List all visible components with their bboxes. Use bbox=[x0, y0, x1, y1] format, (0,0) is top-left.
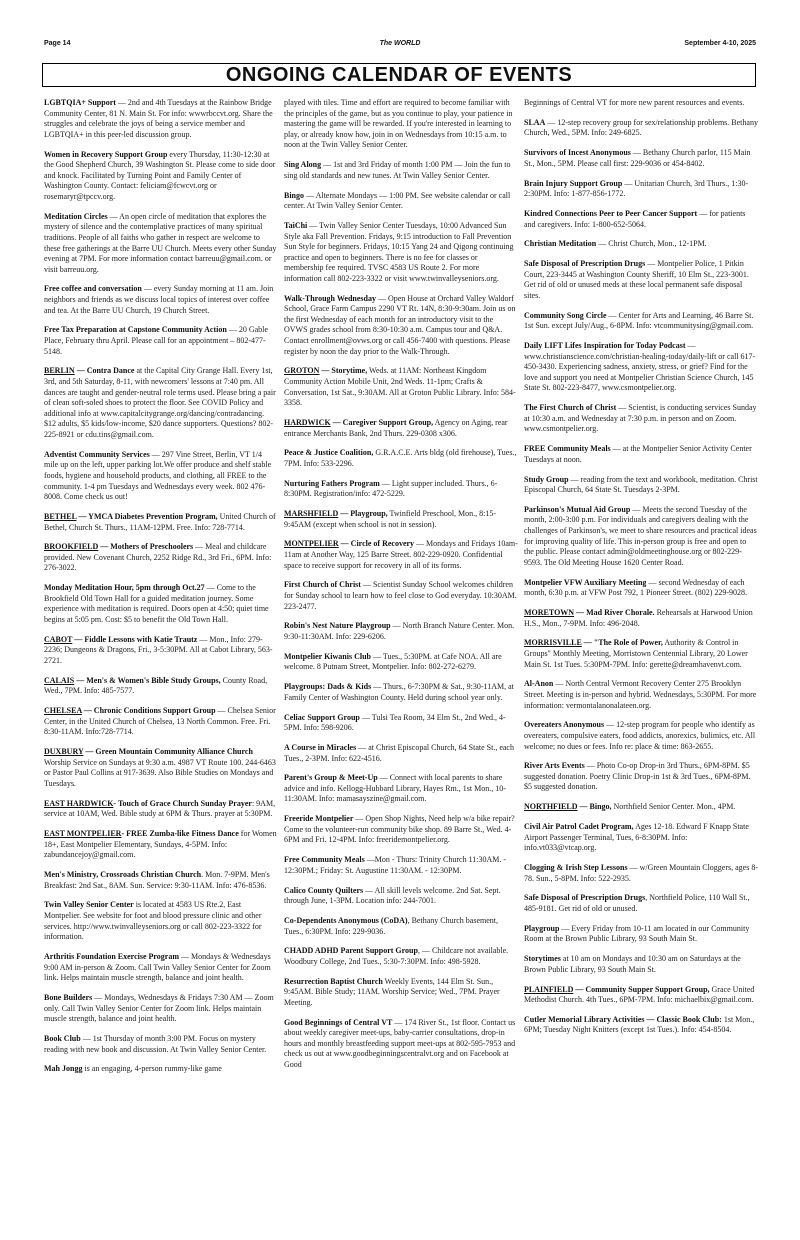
event-details: — Center for Arts and Learning, 46 Barre St. 1st Sun. except July/Aug., 6-8PM. Info: vtcommunitysing@gmail.com. bbox=[524, 310, 754, 331]
event-listing bbox=[524, 444, 758, 465]
event-title: Montpelier VFW Auxiliary Meeting bbox=[524, 577, 647, 587]
event-details: Ages 12-18. Edward F Knapp State Airport Passenger Terminal, Tues, 6-8:30PM. Info: info.vt033@vtcap.org. bbox=[524, 822, 749, 853]
event-listing bbox=[524, 863, 758, 884]
event-details: — North Central Vermont Recovery Center 275 Brooklyn Street. Meeting is in-person and hybrid. Wednesdays, 5:30PM. For more information: vermontalanonalateen.org. bbox=[524, 679, 757, 710]
event-town: GROTON bbox=[284, 366, 320, 376]
event-details: — All skill levels welcome. 2nd Sat. Sept. through June, 1-3PM. Location info: 244-7001. bbox=[284, 885, 501, 906]
event-listing bbox=[284, 160, 518, 181]
event-details: — Mondays, Wednesdays & Fridays 7:30 AM — Zoom only. Call Twin Valley Senior Center for Zoom link. Helps maintain muscle strength, balance and joint health. bbox=[44, 992, 274, 1024]
event-listing bbox=[284, 366, 518, 408]
event-listing bbox=[44, 706, 278, 738]
event-title: — Men's & Women's Bible Study Groups, bbox=[74, 675, 221, 685]
event-title: Monday Meditation Hour, 5pm through Oct.27 bbox=[44, 583, 205, 593]
event-details: Rehearsals at Harwood Union H.S., Mon., 7-9PM. Info: 496-2048. bbox=[524, 608, 753, 628]
event-listing bbox=[524, 259, 758, 301]
event-details: County Road, Wed., 7PM. Info: 485-7577. bbox=[44, 675, 268, 696]
event-listing bbox=[524, 118, 758, 139]
event-listing bbox=[524, 608, 758, 629]
event-details: Worship Service on Sundays at 9:30 a.m. 4987 VT Route 100. 244-6463 or Pastor Paul Collins at 917-3639. Also Bible Studies on Mondays and Tuesdays. bbox=[44, 757, 276, 788]
event-listing bbox=[524, 98, 758, 109]
event-listing bbox=[524, 1015, 758, 1036]
event-title: TaiChi bbox=[284, 220, 308, 230]
event-listing bbox=[284, 713, 518, 734]
event-title: Celiac Support Group bbox=[284, 712, 360, 722]
event-title: LGBTQIA+ Support bbox=[44, 98, 116, 107]
event-listing bbox=[524, 209, 758, 230]
event-listing bbox=[284, 191, 518, 212]
event-title: Adventist Community Services bbox=[44, 449, 150, 459]
event-listing bbox=[44, 870, 278, 891]
event-details: — Mondays & Wednesdays 9:00 AM in-person & Zoom. Call Twin Valley Senior Center for Zoom link. Helps maintain muscle strength, balance and joint health. bbox=[44, 951, 271, 983]
event-listing bbox=[284, 814, 518, 846]
event-details: — Meal and childcare provided. New Covenant Church, 2252 Ridge Rd., 3rd Fri., 6PM. Info: 276-3022. bbox=[44, 542, 272, 573]
event-title: — Community Supper Support Group, bbox=[573, 984, 710, 994]
event-title: Robin's Nest Nature Playgroup bbox=[284, 621, 391, 631]
event-listing bbox=[284, 221, 518, 285]
event-details: is located at 4583 US Rte.2, East Montpelier. See website for foot and blood pressure clinic and other services. http://www.twinvalleyseniors.org or call 802-223-3322 for information. bbox=[44, 900, 262, 942]
event-title: Mah Jongg bbox=[44, 1064, 83, 1074]
event-listing bbox=[284, 682, 518, 703]
event-listing bbox=[44, 952, 278, 984]
event-listing bbox=[524, 311, 758, 332]
event-title: The First Church of Christ bbox=[524, 403, 617, 413]
event-title: - Touch of Grace Church Sunday Prayer bbox=[113, 798, 252, 808]
event-title: Arthritis Foundation Exercise Program bbox=[44, 951, 180, 961]
event-details: : 9AM, service at 10AM, Wed. Bible study at 6PM & Thurs. prayer at 5:30PM. bbox=[44, 798, 276, 819]
event-details: — 12-step program for people who identify as overeaters, compulsive eaters, food addicts, anorexics, bulimics, etc. All welcome; no dues or fees. Info re: place & time: 863-2655. bbox=[524, 720, 756, 751]
event-listing bbox=[524, 954, 758, 975]
event-title: Calico County Quilters bbox=[284, 885, 364, 895]
column-2 bbox=[284, 98, 518, 1080]
issue-date: September 4-10, 2025 bbox=[684, 40, 756, 47]
event-details: — Every Friday from 10-11 am located in our Community Room at the Brown Public Library, 93 South Main St. bbox=[524, 923, 750, 944]
event-listing bbox=[524, 505, 758, 569]
page-header bbox=[44, 40, 756, 54]
event-details: Beginnings of Central VT for more new parent resources and events. bbox=[524, 98, 745, 107]
event-town: MARSHFIELD bbox=[284, 509, 339, 519]
event-listing bbox=[44, 512, 278, 533]
event-details: — Tues., 5:30PM. at Cafe NOA. All are welcome. 8 Putnam Street, Montpelier. Info: 802-272-6279. bbox=[284, 651, 502, 672]
event-listing bbox=[44, 747, 278, 789]
event-details: — Thurs., 6-7:30PM & Sat., 9:30-11AM, at Family Center of Washington County. Held during school year only. bbox=[284, 682, 514, 702]
event-title: Free Community Meals bbox=[284, 855, 365, 865]
event-details: — 1st Thursday of month 3:00 PM. Focus on mystery reading with new book and discussion. At Twin Valley Senior Center. bbox=[44, 1033, 267, 1054]
event-title: CHADD ADHD Parent Support Group bbox=[284, 946, 418, 956]
event-title: — Mad River Chorale. bbox=[574, 608, 655, 617]
event-title: Montpelier Kiwanis Club bbox=[284, 651, 371, 661]
event-details: —Mon - Thurs: Trinity Church 11:30AM. - 12:30PM.; Friday: St. Augustine 11:30AM. - 12:30PM. bbox=[284, 855, 507, 875]
event-title: Parent's Group & Meet-Up bbox=[284, 773, 378, 783]
event-title: Storytimes bbox=[524, 954, 561, 964]
event-listing bbox=[284, 977, 518, 1009]
event-details: — Meets the second Tuesday of the month, 2:00-3:00 p.m. For individuals and caregivers dealing with the challenges of Parkinson's, we meet to share resources and practical ideas for improving quality of life. This in-person group is free and open to the public. Please contact admin@oldmeetinghouse.org or 802-229-9593. The Old Meeting House 1620 Center Road. bbox=[524, 504, 757, 567]
event-title: Free coffee and conversation bbox=[44, 284, 142, 294]
event-title: — YMCA Diabetes Prevention Program, bbox=[76, 511, 218, 521]
page-title: ONGOING CALENDAR OF EVENTS bbox=[42, 63, 756, 87]
event-details: — reading from the text and workbook, meditation. Christ Episcopal Church, 64 State St. Tuesdays 2-3PM. bbox=[524, 474, 758, 495]
event-details: , — Childcare not available. Woodbury College, 2nd Tues., 5:30-7:30PM. Info: 498-5928. bbox=[284, 946, 509, 966]
event-title: Meditation Circles bbox=[44, 211, 108, 221]
event-title: — "The Role of Power, bbox=[581, 638, 663, 648]
event-details: — Light supper included. Thurs., 6-8:30PM. Registration/info: 472-5229. bbox=[284, 478, 498, 499]
event-listing bbox=[524, 239, 758, 250]
event-title: — Contra Dance bbox=[74, 366, 135, 376]
event-listing bbox=[44, 993, 278, 1025]
event-title: Overeaters Anonymous bbox=[524, 720, 605, 730]
event-details: — Montpelier Police, 1 Pitkin Court, 223-3445 at Washington County Sheriff, 10 Elm St., 223-3001. Get rid of old or unused meds at these local permanent safe disposal sites. bbox=[524, 259, 749, 300]
event-details: , Bethany Church basement, Tues., 6:30PM. Info: 229-9036. bbox=[284, 915, 498, 936]
event-details: — Alternate Mondays — 1:00 PM. See website calendar or call center. At Twin Valley Senior Center. bbox=[284, 190, 511, 211]
event-details: — www.christianscience.com/christian-healing-today/daily-lift or call 617-450-3430. Experiencing sadness, anxiety, stress, or grief? Find for the love and support you need at Montpelier Christian Science Church, 145 State St. 802-223-8477, www.csmontpelier.org. bbox=[524, 341, 756, 393]
event-title: Cutler Memorial Library Activities — Classic Book Club: bbox=[524, 1014, 722, 1024]
event-title: — Fiddle Lessons with Katie Trautz bbox=[72, 634, 198, 644]
event-details: Twinfield Preschool, Mon., 8:15-9:45AM (except when school is not in session). bbox=[284, 509, 497, 529]
event-title: — Storytime, bbox=[319, 366, 368, 376]
event-town: CALAIS bbox=[44, 675, 75, 685]
event-listing bbox=[524, 578, 758, 599]
event-details: — every Sunday morning at 11 am. Join neighbors and friends as we discuss local topics of interest over coffee and tea. At the Barre UU Church, 19 Church Street. bbox=[44, 284, 274, 315]
event-details: — Scientist, is conducting services Sunday at 10:30 a.m. and Wednesday at 7:30 p.m. in person and on Zoom. www.csmontpelier.org. bbox=[524, 403, 757, 434]
event-details: — 297 Vine Street, Berlin, VT 1/4 mile up on the left, upper parking lot.We offer produce and shelf stable foods, hygiene and household products, and clothing, all FREE to the community. 1-4 pm Tuesdays and Wednesdays every week. 802 476-8008. Come check us out! bbox=[44, 449, 272, 502]
event-details: for Women 18+, East Montpelier Elementary, Sundays, 4-5PM. Info: zabundancejoy@gmail.com. bbox=[44, 829, 277, 860]
event-listing bbox=[44, 829, 278, 861]
event-listing bbox=[284, 946, 518, 967]
event-listing bbox=[44, 98, 278, 140]
event-title: Free Tax Preparation at Capstone Community Action bbox=[44, 325, 227, 335]
event-title: Clogging & Irish Step Lessons bbox=[524, 863, 628, 872]
event-title: Parkinson's Mutual Aid Group bbox=[524, 504, 631, 514]
event-listing bbox=[524, 893, 758, 914]
event-listing bbox=[524, 638, 758, 670]
event-town: PLAINFIELD bbox=[524, 984, 574, 994]
event-title: Christian Meditation bbox=[524, 239, 597, 249]
event-listing bbox=[284, 652, 518, 673]
event-listing bbox=[44, 450, 278, 503]
event-title: Study Group bbox=[524, 474, 569, 484]
event-town: MONTPELIER bbox=[284, 539, 339, 549]
event-town: CABOT bbox=[44, 634, 73, 644]
event-listing bbox=[284, 418, 518, 439]
event-details: — Connect with local parents to share advice and info. Kellogg-Hubbard Library, Hayes Rm., 1st Mon., 10-11:30AM. Info: mamasayszine@gmail.com. bbox=[284, 773, 506, 804]
event-listing bbox=[524, 403, 758, 435]
event-listing bbox=[44, 635, 278, 667]
event-details: — Photo Co-op Drop-in 3rd Thurs., 6PM-8PM. $5 suggested donation. Poetry Clinic Drop-in 1st & 3rd Tues., 6PM-8PM. $5 suggested donation. bbox=[524, 761, 751, 792]
event-details: — 12-step recovery group for sex/relationship problems. Bethany Church, Wed., 5PM. Info: 249-6825. bbox=[524, 117, 758, 138]
event-details: Northfield Senior Center. Mon., 4PM. bbox=[611, 802, 736, 812]
event-details: — Christ Church, Mon., 12-1PM. bbox=[596, 239, 707, 249]
event-title: - FREE Zumba-like Fitness Dance bbox=[121, 829, 239, 839]
event-listing bbox=[44, 1034, 278, 1055]
event-listing bbox=[524, 179, 758, 200]
event-listing bbox=[524, 720, 758, 752]
event-title: Walk-Through Wednesday bbox=[284, 293, 376, 303]
event-details: — Bethany Church parlor, 115 Main St., Mon., 5PM. Please call first: 229-9036 or 454-8402. bbox=[524, 148, 751, 168]
event-details: — An open circle of meditation that explores the mystery of silence and the contemplative practices of many spiritual traditions. People of all faiths who gather in respect are welcome to these free gatherings at the Barre UU Church. Meets every other Sunday evening at 7PM. For more information contact barreuu@gmail.com. or visit barreuu.org. bbox=[44, 211, 277, 274]
event-title: Sing Along bbox=[284, 160, 322, 170]
event-details: Grace United Methodist Church. 4th Tues., 6PM-7PM. Info: michaelbix@gmail.com. bbox=[524, 984, 755, 1005]
event-title: Freeride Montpelier bbox=[284, 814, 354, 824]
event-details: , Northfield Police, 110 Wall St., 485-9181. Get rid of old or unused. bbox=[524, 893, 750, 913]
event-details: at 10 am on Mondays and 10:30 am on Saturdays at the Brown Public Library, 93 South Main St. bbox=[524, 954, 741, 974]
event-listing bbox=[44, 284, 278, 316]
event-listing bbox=[284, 479, 518, 500]
event-listing bbox=[44, 150, 278, 203]
event-title: Daily LIFT Lifes Inspiration for Today Podcast bbox=[524, 341, 686, 350]
event-listing bbox=[44, 1064, 278, 1075]
event-listing bbox=[524, 341, 758, 394]
event-title: Bingo bbox=[284, 190, 305, 200]
event-title: First Church of Christ bbox=[284, 580, 361, 590]
column-1 bbox=[44, 98, 278, 1084]
event-details: — Tulsi Tea Room, 34 Elm St., 2nd Wed., 4-5PM. Info: 598-9206. bbox=[284, 712, 506, 733]
event-title: Survivors of Incest Anonymous bbox=[524, 148, 631, 158]
event-title: Al-Anon bbox=[524, 679, 554, 689]
event-title: Safe Disposal of Prescription Drugs bbox=[524, 893, 646, 903]
event-details: — Mondays and Fridays 10am-11am at Another Way, 125 Barre Street. 802-229-0920. Confidential space to receive support for recovery in all of its forms. bbox=[284, 539, 518, 570]
event-town: MORETOWN bbox=[524, 608, 575, 617]
event-listing bbox=[284, 773, 518, 805]
event-title: Book Club bbox=[44, 1033, 81, 1043]
page-number: Page 14 bbox=[44, 40, 71, 47]
event-town: EAST MONTPELIER bbox=[44, 829, 122, 839]
event-details: — Unitarian Church, 3rd Thurs., 1:30-2:30PM. Info: 1-877-856-1772. bbox=[524, 178, 749, 199]
event-details: — Open House at Orchard Valley Waldorf School, Grace Farm Campus 2290 VT Rt. 14N, 8:30-9:30am. Join us on the first Wednesday of each month for an introductory visit to the OVWS grades school from 8:30-10:30 a.m. Campus tour and Q&A. Contact enrollment@ovws.org or call 456-7400 with questions. Please register by noon the day prior to the Walk-Through. bbox=[284, 293, 516, 356]
event-listing bbox=[44, 542, 278, 574]
event-title: Civil Air Patrol Cadet Program, bbox=[524, 822, 634, 832]
event-title: — Caregiver Support Group, bbox=[330, 417, 434, 427]
event-listing bbox=[44, 676, 278, 697]
event-listing bbox=[284, 539, 518, 571]
event-details: — for patients and caregivers. Info: 1-800-652-5064. bbox=[524, 208, 746, 229]
event-details: United Church of Bethel, Church St. Thurs., 11AM-12PM. Free. Info: 728-7714. bbox=[44, 511, 276, 532]
event-listing bbox=[284, 855, 518, 876]
event-town: NORTHFIELD bbox=[524, 802, 578, 812]
event-details: — 174 River St., 1st floor. Contact us about weekly caregiver meet-ups, baby-carrier consultations, drop-in hours and monthly breastfeeding support meet-ups at 802-595-7953 and check us out at www.goodbeginningscentralvt.org and on Facebook at Good bbox=[284, 1017, 516, 1070]
event-title: Women in Recovery Support Group bbox=[44, 149, 168, 159]
event-listing bbox=[284, 743, 518, 764]
event-town: MORRISVILLE bbox=[524, 638, 582, 648]
event-town: BERLIN bbox=[44, 366, 75, 376]
event-details: at the Capital City Grange Hall. Every 1st, 3rd, and 5th Saturday, 8-11, with newcomers' lessons at 7:40 pm. All dances are taught and gender-neutral role terms used. Please bring a pair of clean soft-soled shoes to protect the floor. See COVID Policy and additional info at www.capitalcitygrange.org/dancing/contradancing. $12 adults, $5 kids/low-income, $20 dance supporters. Questions? 802-225-8921 or cdu.tins@gmail.com. bbox=[44, 366, 276, 439]
event-title: Playgroup bbox=[524, 923, 560, 933]
event-title: Men's Ministry, Crossroads Christian Church bbox=[44, 870, 202, 880]
event-listing bbox=[524, 985, 758, 1006]
event-listing bbox=[524, 822, 758, 854]
event-title: Nurturing Fathers Program bbox=[284, 478, 380, 488]
event-title: Co-Dependents Anonymous (CoDA) bbox=[284, 915, 408, 925]
event-details: is an engaging, 4-person rummy-like game bbox=[82, 1064, 222, 1074]
event-title: FREE Community Meals bbox=[524, 444, 611, 454]
paper-name: The WORLD bbox=[379, 40, 421, 47]
event-listing bbox=[284, 1018, 518, 1071]
event-listing bbox=[284, 448, 518, 469]
event-listing bbox=[44, 366, 278, 440]
event-details: — at the Montpelier Senior Activity Center Tuesdays at noon. bbox=[524, 444, 752, 464]
event-details: — 1st and 3rd Friday of month 1:00 PM — Join the fun to sing old standards and new tunes. At Twin Valley Senior Center. bbox=[284, 160, 511, 180]
event-details: — 20 Gable Place, February thru April. Please call for an appointment – 802-477-5148. bbox=[44, 325, 268, 356]
event-listing bbox=[524, 802, 758, 813]
event-details: played with tiles. Time and effort are required to become familiar with the principles of the game, but as you continue to play, your patience in mastering the game will be rewarded. If you're interested in learning to play, or already know how, join in on Wednesdays from 10:15 a.m. to noon at the Twin Valley Senior Center. bbox=[284, 98, 513, 150]
event-details: — w/Green Mountain Cloggers, ages 8-78. Sun., 5-8PM. Info: 522-2935. bbox=[524, 863, 758, 883]
event-listing bbox=[284, 98, 518, 151]
event-title: Playgroups: Dads & Kids bbox=[284, 682, 372, 692]
column-3 bbox=[524, 98, 758, 1045]
event-town: EAST HARDWICK bbox=[44, 798, 114, 808]
event-details: Weekly Events, 144 Elm St. Sun., 9:45AM. Bible Study; 11AM. Worship Service; Wed., 7PM. Prayer Meeting. bbox=[284, 976, 500, 1007]
event-listing bbox=[524, 148, 758, 169]
event-title: Brain Injury Support Group bbox=[524, 178, 623, 188]
event-details: — at Christ Episcopal Church, 64 State St., each Tues., 2-3PM. Info: 622-4516. bbox=[284, 742, 514, 763]
event-details: — Twin Valley Senior Center Tuesdays, 10:00 Advanced Sun Style aka Fall Prevention. Fridays, 9:15 introduction to Fall Prevention Sun Style for beginners. Fridays, 10:15 Yang 24 and Qigong continuing practice and open to beginners. There is no fee for classes or membership fee required. TVSC 4583 US Route 2. For more information call 802-223-3322 or visit www.twinvalleyseniors.org. bbox=[284, 220, 514, 283]
event-town: HARDWICK bbox=[284, 417, 331, 427]
event-town: DUXBURY bbox=[44, 747, 84, 757]
event-details: — Mon., Info: 279-2236; Dungeons & Dragons, Fri., 3-5:30PM. All at Cabot Library, 563-2721. bbox=[44, 634, 273, 665]
event-title: — Playgroup, bbox=[338, 509, 388, 519]
event-title: Bone Builders bbox=[44, 992, 93, 1002]
event-listing bbox=[284, 886, 518, 907]
event-title: — Green Mountain Community Alliance Church bbox=[83, 747, 253, 757]
event-details: 1st Mon., 6PM; Tuesday Night Knitters (except 1st Tues.). Info: 454-8504. bbox=[524, 1014, 755, 1035]
event-title: — Bingo, bbox=[577, 802, 612, 812]
event-town: BROOKFIELD bbox=[44, 542, 99, 552]
event-title: Safe Disposal of Prescription Drugs bbox=[524, 259, 646, 269]
event-title: Resurrection Baptist Church bbox=[284, 976, 383, 986]
event-listing bbox=[44, 900, 278, 942]
event-details: — 2nd and 4th Tuesdays at the Rainbow Bridge Community Center, 81 N. Main St. For info: wwwrbccvt.org. Share the struggles and celebrate the joys of being a service member and LGBTQIA+ in this peer-led discussion group. bbox=[44, 98, 273, 139]
event-town: BETHEL bbox=[44, 511, 77, 521]
event-listing bbox=[524, 475, 758, 496]
event-listing bbox=[44, 325, 278, 357]
event-title: SLAA bbox=[524, 117, 546, 127]
event-details: Weds. at 11AM: Northeast Kingdom Community Action Mobile Unit, 2nd Weds. 11-1pm; Crafts & Conversation, 1st Sat., 9:30AM. All at Groton Public Library. Info: 584-3358. bbox=[284, 366, 516, 408]
event-title: Peace & Justice Coalition, bbox=[284, 448, 374, 458]
event-listing bbox=[284, 509, 518, 530]
event-details: Authority & Control in Groups" Monthly Meeting, Morristown Centennial Library, 20 Lower Main St. 1st Tues. 5:30PM-7PM. Info: gerette@dreamhavenvt.com. bbox=[524, 638, 748, 669]
event-title: Good Beginnings of Central VT bbox=[284, 1017, 393, 1027]
event-title: — Circle of Recovery bbox=[338, 539, 415, 549]
event-title: Community Song Circle bbox=[524, 310, 607, 320]
event-details: — Chelsea Senior Center, in the United Church of Chelsea, 13 North Common. Free. Fri. 8:30-11AM. Info:728-7714. bbox=[44, 706, 276, 737]
event-details: . Mon. 7-9PM. Men's Breakfast: 2nd Sat., 8AM. Sun. Service: 9:30-11AM. Info: 476-8536. bbox=[44, 870, 270, 890]
event-title: Twin Valley Senior Center bbox=[44, 900, 134, 910]
event-details: — second Wednesday of each month, 6:30 p.m. at VFW Post 792, 1 Pioneer Street. (802) 229-9028. bbox=[524, 577, 748, 598]
event-details: G.R.A.C.E. Arts bldg (old firehouse), Tues., 7PM. Info: 533-2296. bbox=[284, 448, 517, 468]
event-listing bbox=[44, 799, 278, 820]
event-town: CHELSEA bbox=[44, 706, 82, 716]
event-details: every Thursday, 11:30-12:30 at the Good Shepherd Church, 39 Washington St. Please come to side door and knock. Facilitated by Turning Point and Family Center of Washington County. Contact: feliciam@fcwcvt.org or rosemaryr@tpccv.org. bbox=[44, 149, 276, 201]
event-listing bbox=[44, 212, 278, 276]
event-details: Agency on Aging, rear entrance Merchants Bank, 2nd Thurs. 229-0308 x306. bbox=[284, 417, 508, 438]
event-listing bbox=[524, 761, 758, 793]
event-title: — Chronic Conditions Support Group bbox=[81, 706, 216, 716]
event-details: — Scientist Sunday School welcomes children for Sunday school to learn how to feel close to God everyday. 10:30AM. 223-2477. bbox=[284, 580, 517, 611]
event-title: River Arts Events bbox=[524, 761, 585, 771]
event-listing bbox=[524, 924, 758, 945]
event-listing bbox=[284, 916, 518, 937]
event-title: A Course in Miracles bbox=[284, 742, 357, 752]
event-listing bbox=[44, 583, 278, 625]
event-listing bbox=[284, 580, 518, 612]
event-title: Kindred Connections Peer to Peer Cancer Support bbox=[524, 208, 698, 218]
event-listing bbox=[524, 679, 758, 711]
event-listing bbox=[284, 294, 518, 358]
event-details: — Open Shop Nights, Need help w/a bike repair? Come to the volunteer-run community bike shop. 89 Barre St., Wed. 4-6PM and Fri. 12-4PM. Info: freeridemontpelier.org. bbox=[284, 814, 515, 845]
event-details: — Come to the Brookfield Old Town Hall for a guided meditation journey. Some experience with meditation is required. Doors open at 4:50; quiet time begins at 5:05 pm. Cost: $5 to benefit the Old Town Hall. bbox=[44, 583, 269, 625]
event-details: — North Branch Nature Center. Mon. 9:30-11:30AM. Info: 229-6206. bbox=[284, 621, 515, 641]
event-listing bbox=[284, 621, 518, 642]
event-title: — Mothers of Preschoolers bbox=[98, 542, 194, 552]
